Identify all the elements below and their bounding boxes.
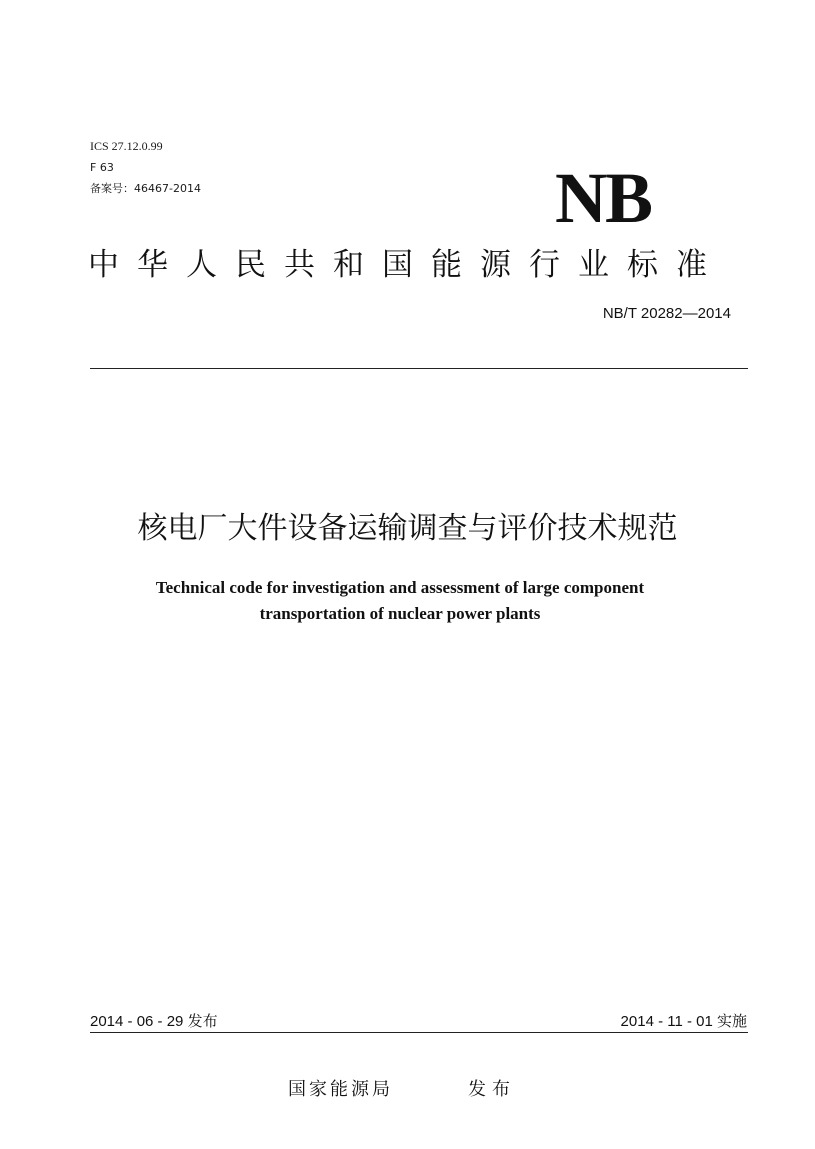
- standard-number: NB/T 20282—2014: [602, 305, 731, 322]
- issue-date: 2014 - 06 - 29 发布: [90, 1013, 218, 1030]
- publisher-name: 国家能源局: [288, 1079, 393, 1100]
- publish-label: 发布: [468, 1079, 516, 1100]
- top-divider: [90, 368, 748, 369]
- standard-category-title: 中华人民共和国能源行业标准: [88, 247, 725, 283]
- document-title-en-line1: Technical code for investigation and assessment of large component: [155, 578, 645, 597]
- document-title-zh: 核电厂大件设备运输调查与评价技术规范: [137, 511, 678, 546]
- implementation-date: 2014 - 11 - 01 实施: [620, 1013, 747, 1030]
- nb-logo: NB: [555, 158, 652, 238]
- bottom-divider: [90, 1032, 748, 1033]
- ics-code: ICS 27.12.0.99: [90, 139, 163, 153]
- classification-code: F 63: [90, 161, 114, 174]
- record-number: 备案号：46467-2014: [90, 182, 201, 195]
- document-title-en-line2: transportation of nuclear power plants: [259, 604, 541, 623]
